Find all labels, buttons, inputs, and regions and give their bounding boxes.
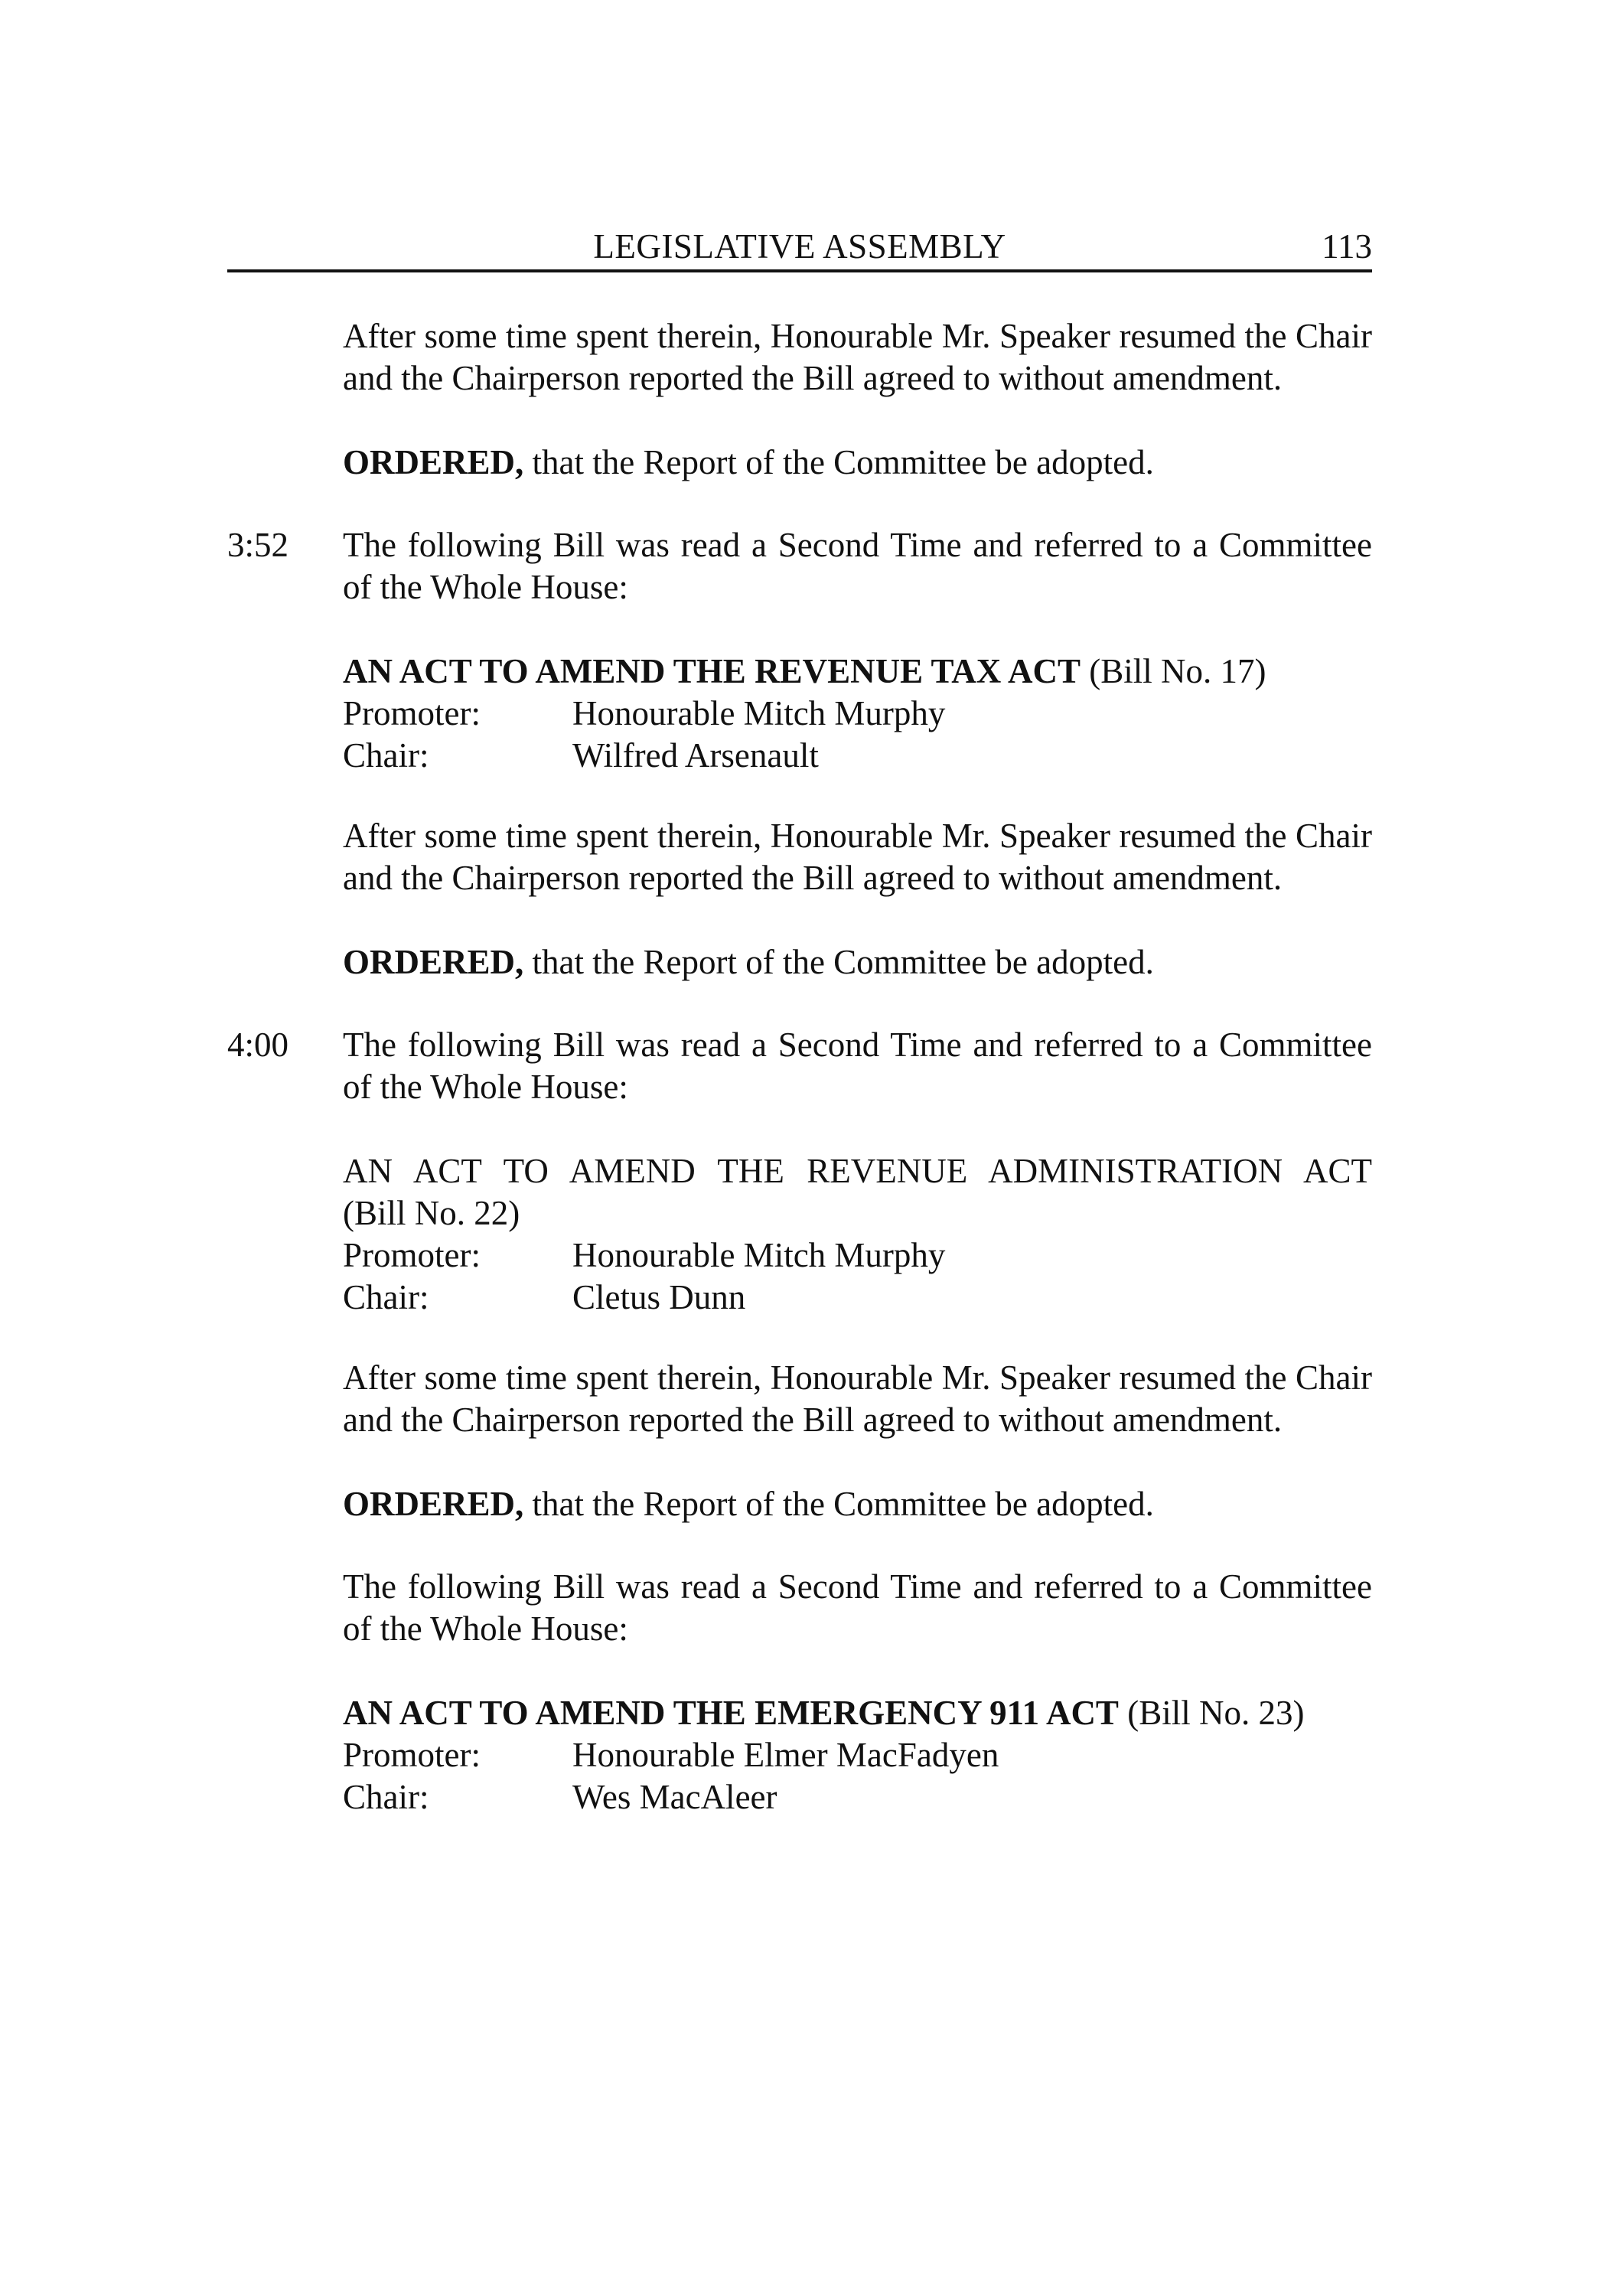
chair-label: Chair: [343,736,429,775]
bill-title: AN ACT TO AMEND THE REVENUE TAX ACT [343,652,1081,690]
chair-name: Wes MacAleer [572,1778,777,1816]
promoter-label: Promoter: [343,1736,481,1774]
ordered-label: ORDERED, [343,1485,524,1523]
chair-label: Chair: [343,1778,429,1816]
bill-title-line [343,651,1372,693]
chair-row [343,1277,745,1319]
promoter-row [343,1234,945,1277]
paragraph-after-committee: After some time spent therein, Honourable Mr. Speaker resumed the Chair and the Chairperson reported the Bill agreed to without amendment. [343,317,1372,397]
ordered-paragraph [343,1483,1372,1525]
bill-intro: The following Bill was read a Second Time and referred to a Committee of the Whole House: [343,1026,1372,1106]
page-number: 113 [1322,227,1372,266]
promoter-name: Honourable Mitch Murphy [572,694,946,732]
bill-number: (Bill No. 22) [343,1194,520,1232]
bill-intro: The following Bill was read a Second Time and referred to a Committee of the Whole House: [343,526,1372,606]
promoter-label: Promoter: [343,694,481,732]
chair-row [343,735,819,777]
promoter-row [343,1734,999,1776]
ordered-paragraph [343,442,1372,484]
chair-name: Wilfred Arsenault [572,736,819,775]
promoter-label: Promoter: [343,1236,481,1274]
bill-title-line [343,1692,1372,1734]
time-stamp: 3:52 [227,526,289,564]
chair-row [343,1776,777,1818]
ordered-text: that the Report of the Committee be adopted. [523,443,1154,481]
chair-label: Chair: [343,1278,429,1316]
header-title: LEGISLATIVE ASSEMBLY [593,227,1006,266]
ordered-label: ORDERED, [343,943,524,981]
bill-number: (Bill No. 17) [1080,652,1266,690]
promoter-name: Honourable Elmer MacFadyen [572,1736,999,1774]
page-header [227,223,1372,272]
ordered-paragraph [343,941,1372,983]
bill-title: AN ACT TO AMEND THE EMERGENCY 911 ACT [343,1694,1119,1732]
bill-number: (Bill No. 23) [1118,1694,1305,1732]
promoter-name: Honourable Mitch Murphy [572,1236,946,1274]
ordered-label: ORDERED, [343,443,524,481]
bill-title: AN ACT TO AMEND THE REVENUE ADMINISTRATION ACT [343,1152,1372,1190]
paragraph-after-committee: After some time spent therein, Honourable Mr. Speaker resumed the Chair and the Chairperson reported the Bill agreed to without amendment. [343,817,1372,897]
chair-name: Cletus Dunn [572,1278,746,1316]
ordered-text: that the Report of the Committee be adopted. [523,1485,1154,1523]
time-stamp: 4:00 [227,1026,289,1064]
bill-intro: The following Bill was read a Second Time and referred to a Committee of the Whole House: [343,1567,1372,1648]
promoter-row [343,693,945,735]
ordered-text: that the Report of the Committee be adopted. [523,943,1154,981]
paragraph-after-committee: After some time spent therein, Honourable Mr. Speaker resumed the Chair and the Chairperson reported the Bill agreed to without amendment. [343,1358,1372,1439]
